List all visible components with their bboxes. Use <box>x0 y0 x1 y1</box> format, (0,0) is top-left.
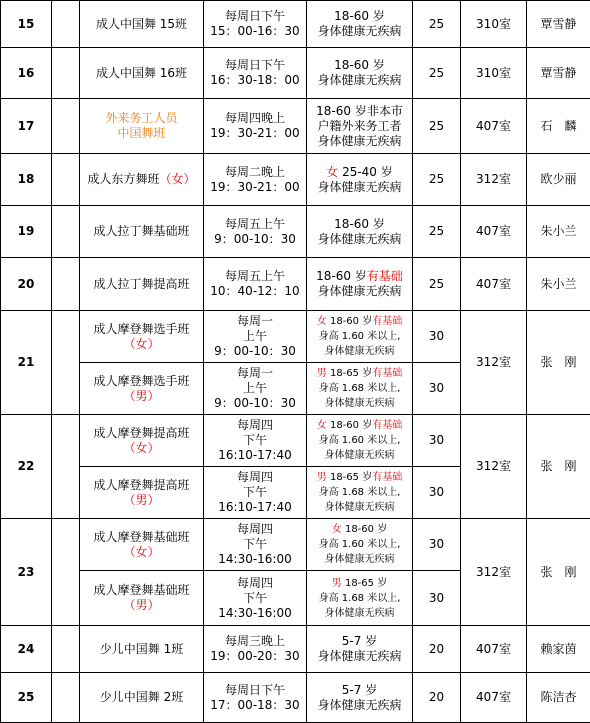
class-time: 每周四 下午 16:10-17:40 <box>204 415 307 467</box>
blank-cell <box>52 258 80 311</box>
class-teacher: 欧少丽 <box>527 154 590 206</box>
blank-cell <box>52 626 80 673</box>
table-row <box>1 258 590 311</box>
class-room: 312室 <box>461 311 527 415</box>
class-teacher: 张 刚 <box>527 311 590 415</box>
class-capacity: 30 <box>413 311 461 363</box>
gender-tag: （女） <box>159 172 196 186</box>
class-name: 成人摩登舞选手班 （女） <box>80 311 204 363</box>
class-name: 成人摩登舞选手班 （男） <box>80 363 204 415</box>
table-row <box>1 1 590 48</box>
class-room: 407室 <box>461 258 527 311</box>
class-room: 407室 <box>461 206 527 258</box>
class-requirement: 男 18-65 岁有基础 身高 1.68 米以上, 身体健康无疾病 <box>307 467 413 519</box>
class-requirement: 5-7 岁 身体健康无疾病 <box>307 626 413 673</box>
class-teacher: 陈洁杏 <box>527 673 590 723</box>
class-time: 每周五上午 9：00-10：30 <box>204 206 307 258</box>
class-capacity: 30 <box>413 571 461 626</box>
class-name: 少儿中国舞 1班 <box>80 626 204 673</box>
class-requirement: 女 18-60 岁有基础 身高 1.60 米以上, 身体健康无疾病 <box>307 415 413 467</box>
class-capacity: 25 <box>413 206 461 258</box>
class-name: 成人中国舞 16班 <box>80 48 204 99</box>
class-capacity: 25 <box>413 258 461 311</box>
class-requirement: 18-60 岁 身体健康无疾病 <box>307 206 413 258</box>
class-time: 每周一 上午 9：00-10：30 <box>204 363 307 415</box>
class-capacity: 30 <box>413 467 461 519</box>
class-teacher: 朱小兰 <box>527 206 590 258</box>
row-number: 24 <box>1 626 52 673</box>
class-time: 每周四晚上 19：30-21：00 <box>204 99 307 154</box>
class-time: 每周三晚上 19：00-20：30 <box>204 626 307 673</box>
row-number: 17 <box>1 99 52 154</box>
row-number: 15 <box>1 1 52 48</box>
class-teacher: 张 刚 <box>527 415 590 519</box>
class-capacity: 25 <box>413 48 461 99</box>
class-capacity: 20 <box>413 626 461 673</box>
class-teacher: 朱小兰 <box>527 258 590 311</box>
row-number: 22 <box>1 415 52 519</box>
class-capacity: 25 <box>413 1 461 48</box>
class-room: 407室 <box>461 626 527 673</box>
class-teacher: 张 刚 <box>527 519 590 626</box>
class-capacity: 30 <box>413 519 461 571</box>
class-requirement: 女 18-60 岁 身高 1.60 米以上, 身体健康无疾病 <box>307 519 413 571</box>
row-number: 19 <box>1 206 52 258</box>
class-name: 成人摩登舞基础班 （男） <box>80 571 204 626</box>
table-row <box>1 415 590 467</box>
row-number: 20 <box>1 258 52 311</box>
class-room: 312室 <box>461 519 527 626</box>
class-requirement: 男 18-65 岁 身高 1.68 米以上, 身体健康无疾病 <box>307 571 413 626</box>
class-requirement: 女 18-60 岁有基础 身高 1.60 米以上, 身体健康无疾病 <box>307 311 413 363</box>
class-name: 成人摩登舞基础班 （女） <box>80 519 204 571</box>
class-room: 310室 <box>461 1 527 48</box>
class-requirement: 18-60 岁 身体健康无疾病 <box>307 1 413 48</box>
class-requirement: 18-60 岁 身体健康无疾病 <box>307 48 413 99</box>
row-number: 18 <box>1 154 52 206</box>
class-name: 成人东方舞班（女） <box>80 154 204 206</box>
class-room: 407室 <box>461 673 527 723</box>
class-time: 每周日下午 15：00-16：30 <box>204 1 307 48</box>
class-room: 407室 <box>461 99 527 154</box>
table-row <box>1 519 590 571</box>
table-row <box>1 154 590 206</box>
class-name: 少儿中国舞 2班 <box>80 673 204 723</box>
class-time: 每周五上午 10：40-12：10 <box>204 258 307 311</box>
class-teacher: 石 麟 <box>527 99 590 154</box>
table-row <box>1 673 590 723</box>
class-room: 310室 <box>461 48 527 99</box>
class-capacity: 20 <box>413 673 461 723</box>
blank-cell <box>52 206 80 258</box>
row-number: 21 <box>1 311 52 415</box>
class-room: 312室 <box>461 154 527 206</box>
blank-cell <box>52 48 80 99</box>
class-name: 成人拉丁舞基础班 <box>80 206 204 258</box>
class-name: 成人摩登舞提高班 （男） <box>80 467 204 519</box>
blank-cell <box>52 99 80 154</box>
class-name: 成人拉丁舞提高班 <box>80 258 204 311</box>
blank-cell <box>52 1 80 48</box>
class-requirement: 男 18-65 岁有基础 身高 1.68 米以上, 身体健康无疾病 <box>307 363 413 415</box>
row-number: 16 <box>1 48 52 99</box>
class-name: 外来务工人员 中国舞班 <box>80 99 204 154</box>
class-capacity: 25 <box>413 99 461 154</box>
table-row <box>1 99 590 154</box>
blank-cell <box>52 673 80 723</box>
class-name: 成人摩登舞提高班 （女） <box>80 415 204 467</box>
class-time: 每周四 下午 16:10-17:40 <box>204 467 307 519</box>
class-time: 每周日下午 16：30-18：00 <box>204 48 307 99</box>
class-capacity: 30 <box>413 415 461 467</box>
table-row <box>1 626 590 673</box>
class-time: 每周日下午 17：00-18：30 <box>204 673 307 723</box>
class-time: 每周四 下午 14:30-16:00 <box>204 519 307 571</box>
class-requirement: 女 25-40 岁 身体健康无疾病 <box>307 154 413 206</box>
row-number: 23 <box>1 519 52 626</box>
class-capacity: 25 <box>413 154 461 206</box>
class-teacher: 覃雪静 <box>527 1 590 48</box>
class-room: 312室 <box>461 415 527 519</box>
class-time: 每周一 上午 9：00-10：30 <box>204 311 307 363</box>
blank-cell <box>52 519 80 626</box>
table-row <box>1 311 590 363</box>
class-time: 每周二晚上 19：30-21：00 <box>204 154 307 206</box>
class-requirement: 18-60 岁有基础 身体健康无疾病 <box>307 258 413 311</box>
class-requirement: 18-60 岁非本市 户籍外来务工者 身体健康无疾病 <box>307 99 413 154</box>
class-capacity: 30 <box>413 363 461 415</box>
blank-cell <box>52 415 80 519</box>
class-name: 成人中国舞 15班 <box>80 1 204 48</box>
class-time: 每周四 下午 14:30-16:00 <box>204 571 307 626</box>
table-row <box>1 206 590 258</box>
blank-cell <box>52 311 80 415</box>
class-requirement: 5-7 岁 身体健康无疾病 <box>307 673 413 723</box>
blank-cell <box>52 154 80 206</box>
class-teacher: 赖家茵 <box>527 626 590 673</box>
table-row <box>1 48 590 99</box>
class-teacher: 覃雪静 <box>527 48 590 99</box>
row-number: 25 <box>1 673 52 723</box>
